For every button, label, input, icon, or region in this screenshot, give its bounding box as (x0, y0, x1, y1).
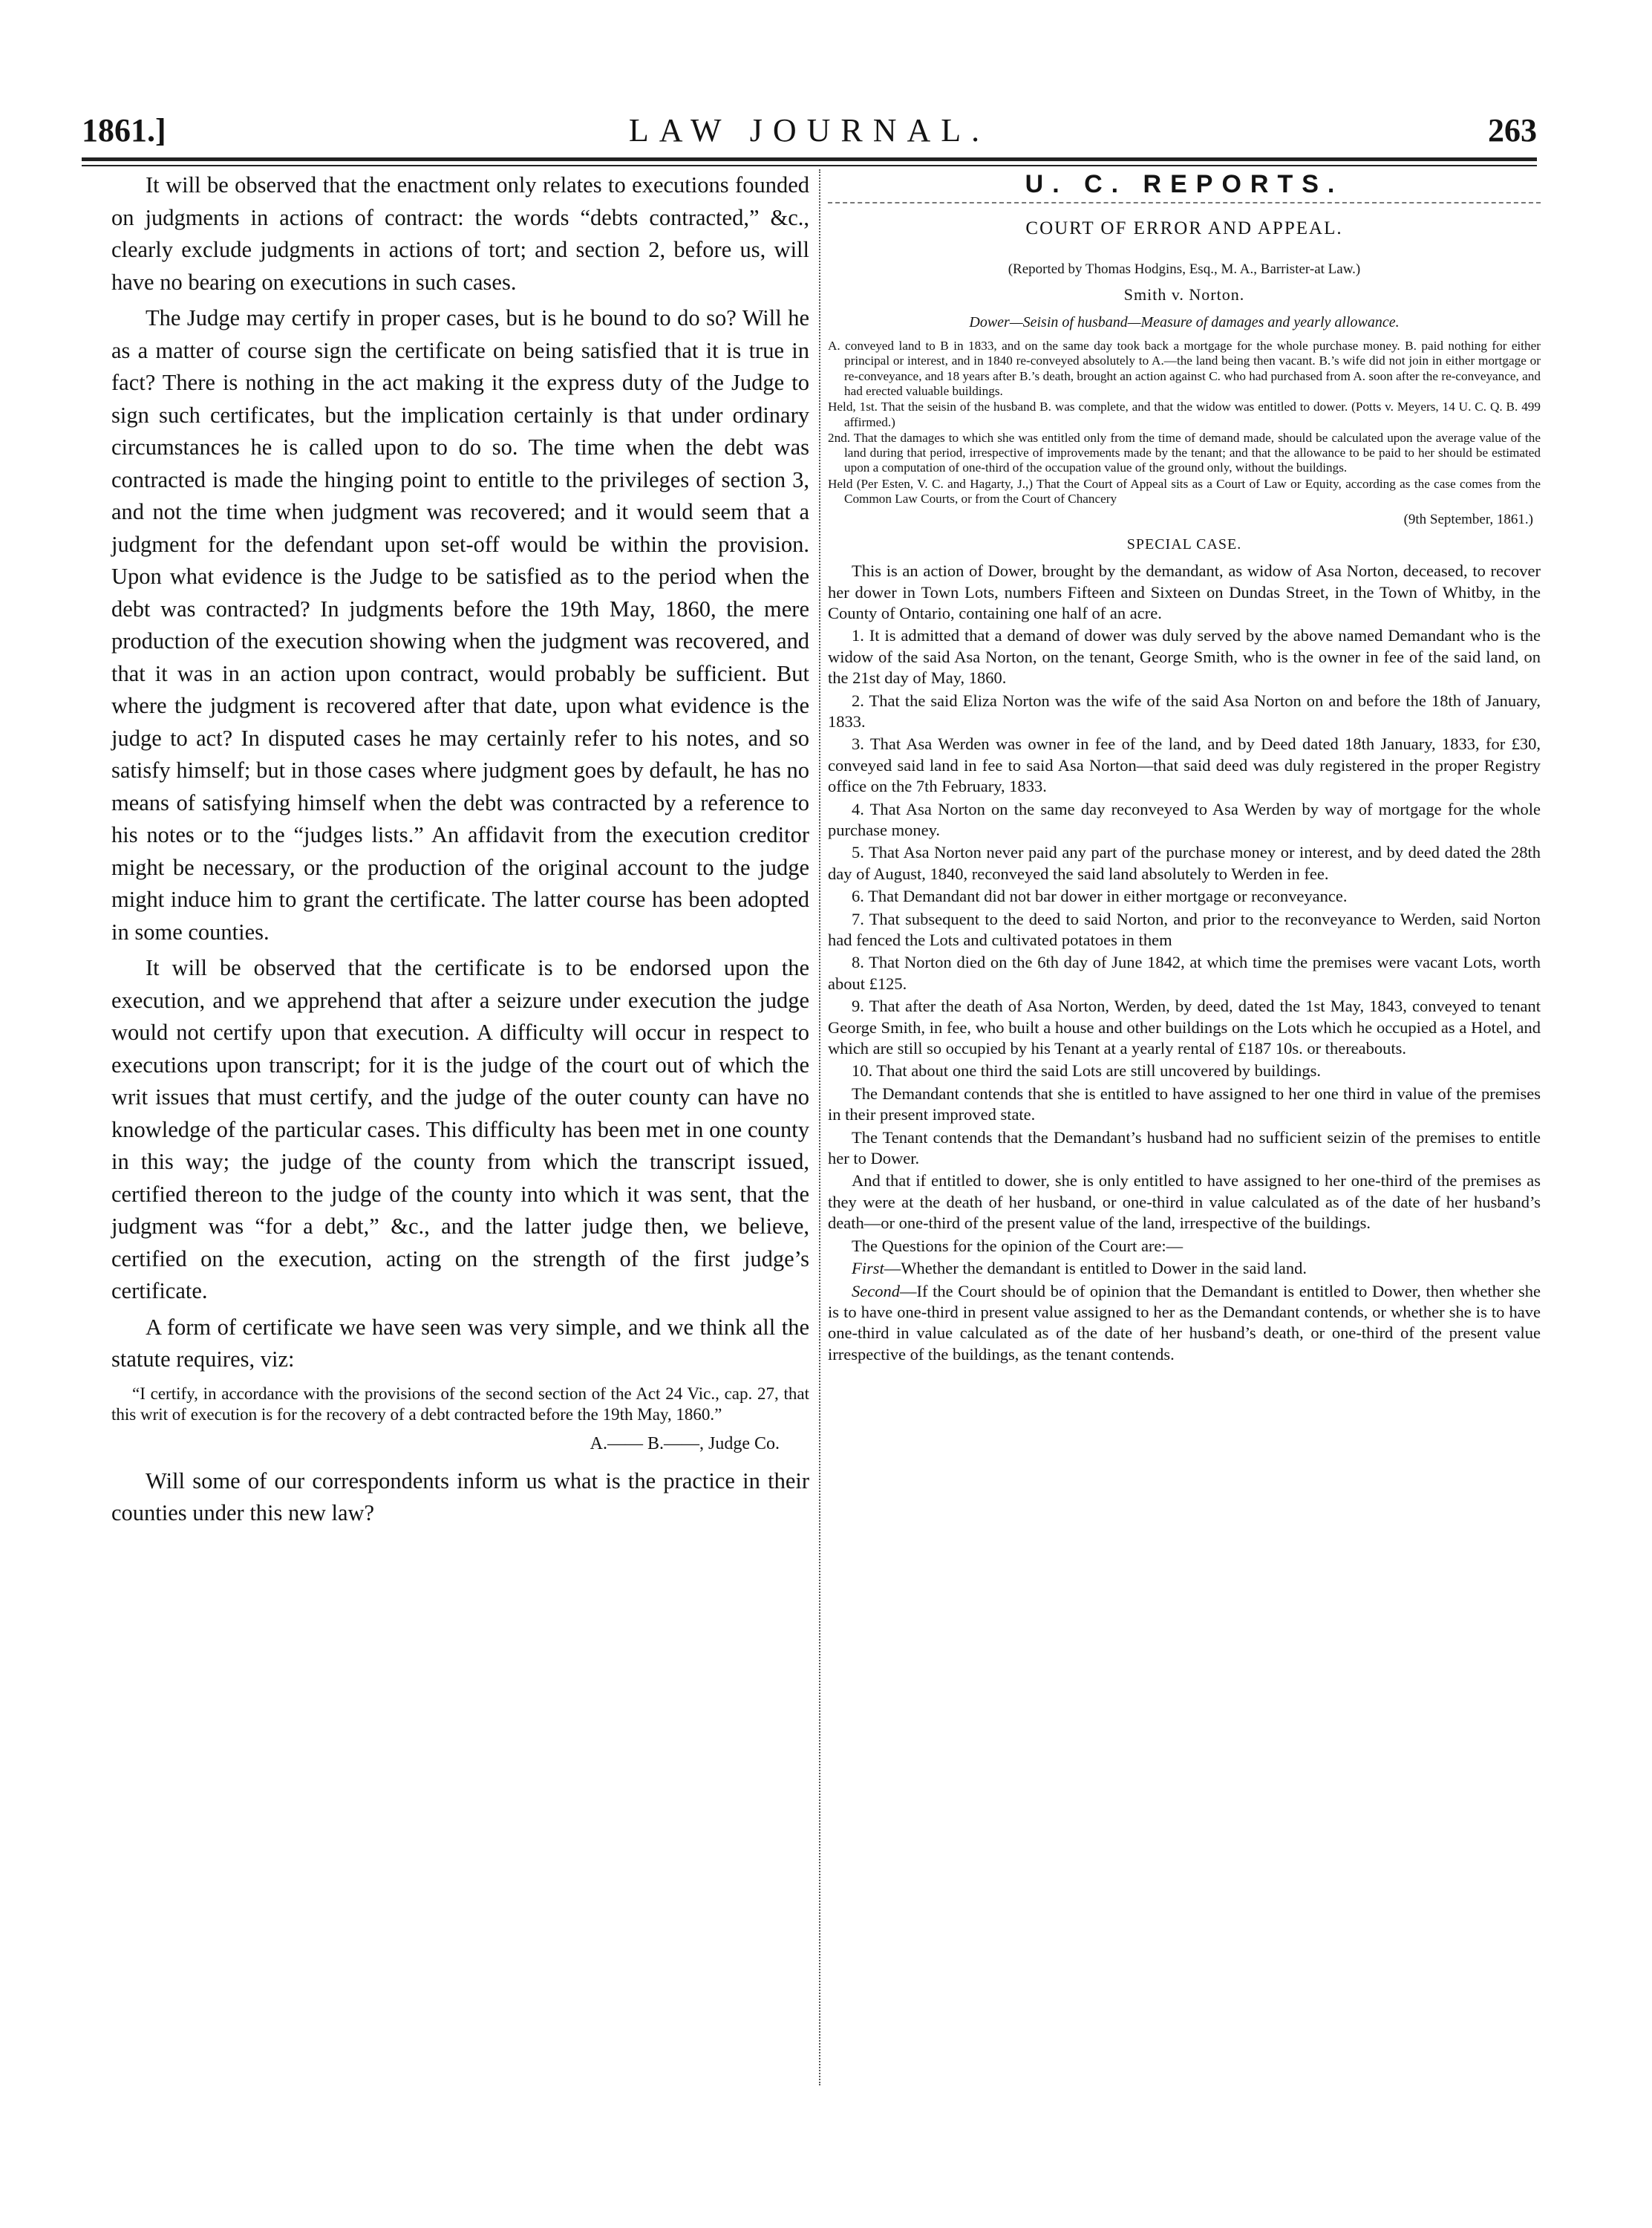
headnote-topic: Dower—Seisin of husband—Measure of damages and yearly allowance. (969, 313, 1400, 330)
header-year: 1861.] (82, 112, 166, 149)
page-number: 263 (1488, 112, 1537, 149)
right-column (828, 169, 1541, 1367)
case-paragraph: 5. That Asa Norton never paid any part of the purchase money or interest, and by deed dated the 28th day of August, 1840, reconveyed the said land absolutely to Werden in fee. (828, 843, 1541, 883)
left-column (111, 169, 809, 1534)
reporter-credit: (Reported by Thomas Hodgins, Esq., M. A., Barrister-at Law.) (1008, 261, 1361, 277)
case-paragraph: This is an action of Dower, brought by the demandant, as widow of Asa Norton, deceased, to recover her dower in Town Lots, numbers Fifteen and Sixteen on Dundas Street, in the Town of Whitby, in the County of Ontario, containing one half of an acre. (828, 561, 1541, 622)
body-paragraph: The Judge may certify in proper cases, but is he bound to do so? Will he as a matter of course sign the certificate on being satisfied that it is true in fact? There is nothing in the act making it the express duty of the Judge to sign such certificates, but the implication certainly is that under ordinary circumstances he is called upon to do so. The time when the debt was contracted is made the hinging point to entitle to the privileges of section 3, and not the time when judgment was recovered; and it would seem that a judgment for the defendant upon set-off would be within the provision. Upon what evidence is the Judge to be satisfied as to the period when the debt was contracted? In judgments before the 19th May, 1860, the mere production of the execution showing when the judgment was recovered, and that it was in an action upon contract, would probably be sufficient. But where the judgment is recovered after that date, upon what evidence is the judge to act? In disputed cases he may certainly refer to his notes, and so satisfy himself; but in those cases where judgment goes by default, he has no means of satisfying himself when the debt was contracted by a reference to his notes or to the “judges lists.” An affidavit from the execution creditor might be necessary, or the production of the original account to the judge might induce him to grant the certificate. The latter course has been adopted in some counties. (111, 305, 809, 945)
section-title: U. C. REPORTS. (1025, 170, 1344, 198)
headnote: A. conveyed land to B in 1833, and on the same day took back a mortgage for the whole purchase money. B. paid nothing for either principal or interest, and in 1840 re-conveyed absolutely to A.—the land being then vacant. B.’s wife did not join in either mortgage or re-conveyance, and 18 years after B.’s death, brought an action against C. who had purchased from A. soon after the re-conveyance, and had erected valuable buildings. (828, 339, 1541, 398)
body-paragraph: A form of certificate we have seen was very simple, and we think all the statute requires, viz: (111, 1314, 809, 1372)
case-paragraph: 8. That Norton died on the 6th day of June 1842, at which time the premises were vacant Lots, worth about £125. (828, 953, 1541, 993)
closing-paragraph: Will some of our correspondents inform us what is the practice in their counties under this new law? (111, 1468, 809, 1525)
question-second-label: Second (852, 1281, 900, 1300)
case-paragraph: 9. That after the death of Asa Norton, Werden, by deed, dated the 1st May, 1843, conveyed to tenant George Smith, in fee, who built a house and other buildings on the Lots which he occupied as a Hotel, and which are still so occupied by his Tenant at a yearly rental of £187 10s. or thereabouts. (828, 997, 1541, 1058)
journal-title: LAW JOURNAL. (628, 112, 990, 149)
decision-date: (9th September, 1861.) (1403, 512, 1533, 528)
case-paragraph: The Tenant contends that the Demandant’s husband had no sufficient seizin of the premises to entitle her to Dower. (828, 1127, 1541, 1168)
body-paragraph: It will be observed that the certificate is to be endorsed upon the execution, and we apprehend that after a seizure under execution the judge would not certify upon that execution. A difficulty will occur in respect to executions upon transcript; for it is the judge of the court out of which the writ issues that must certify, and the judge of the outer county can have no knowledge of the particular cases. This difficulty has been met in one county in this way; the judge of the county from which the transcript issued, certified thereon to the judge of the county into which it was sent, that the judgment was “for a debt,” &c., and the latter judge then, we believe, certified on the execution, acting on the strength of the first judge’s certificate. (111, 955, 809, 1303)
case-paragraph: 6. That Demandant did not bar dower in either mortgage or reconveyance. (852, 887, 1348, 906)
case-name: Smith v. Norton. (1123, 285, 1245, 304)
headnote: Held, 1st. That the seisin of the husband B. was complete, and that the widow was entitled to dower. (Potts v. Meyers, 14 U. C. Q. B. 499 affirmed.) (828, 400, 1541, 429)
case-paragraph: 7. That subsequent to the deed to said Norton, and prior to the reconveyance to Werden, said Norton had fenced the Lots and cultivated potatoes in them (828, 909, 1541, 950)
case-paragraph: 3. That Asa Werden was owner in fee of the land, and by Deed dated 18th January, 1833, for £30, conveyed said land in fee to said Asa Norton—that said deed was duly registered in the proper Registry office on the 7th February, 1833. (828, 734, 1541, 796)
certificate-quote: “I certify, in accordance with the provisions of the second section of the Act 24 Vic., cap. 27, that this writ of execution is for the recovery of a debt contracted before the 19th May, 1860.” (111, 1384, 809, 1424)
headnote: 2nd. That the damages to which she was entitled only from the time of demand made, should be calculated upon the average value of the land during that period, irrespective of improvements made by the tenant; and that the allowance to be paid to her should be estimated upon a computation of one-third of the occupation value of the ground only, without the buildings. (828, 430, 1541, 475)
section-rule (828, 202, 1541, 203)
question-first (828, 1258, 1541, 1279)
question-second (828, 1281, 1541, 1366)
case-paragraph: 10. That about one third the said Lots are still uncovered by buildings. (852, 1061, 1321, 1081)
case-paragraph: 1. It is admitted that a demand of dower was duly served by the above named Demandant who is the widow of the said Asa Norton, on the tenant, George Smith, who is the owner in fee of the said land, on the 21st day of May, 1860. (828, 626, 1541, 688)
case-paragraph: 4. That Asa Norton on the same day reconveyed to Asa Werden by way of mortgage for the whole purchase money. (828, 799, 1541, 839)
page-header (82, 111, 1537, 156)
case-paragraph: And that if entitled to dower, she is only entitled to have assigned to her one-third of the premises as they were at the death of her husband, or one-third in value calculated as of the date of her husband’s death—or one-third of the present value of the land, irrespective of the buildings. (828, 1171, 1541, 1233)
court-name: COURT OF ERROR AND APPEAL. (1025, 218, 1343, 239)
column-divider (819, 169, 820, 2085)
question-second-text: —If the Court should be of opinion that the Demandant is entitled to Dower, then whether she is to have one-third in present value assigned to her as the Demandant contends, or whether she is to have one-third in value calculated as of the date of her husband’s death, or one-third of the present value irrespective of the buildings, as the tenant contends. (828, 1281, 1541, 1364)
header-rule-thick (82, 157, 1537, 161)
question-first-label: First (852, 1259, 884, 1278)
question-first-text: —Whether the demandant is entitled to Dower in the said land. (884, 1259, 1307, 1278)
certificate-signature: A.—— B.——, Judge Co. (590, 1433, 780, 1453)
headnote: Held (Per Esten, V. C. and Hagarty, J.,) That the Court of Appeal sits as a Court of Law or Equity, according as the case comes from the Common Law Courts, or from the Court of Chancery (828, 476, 1541, 506)
case-paragraph: 2. That the said Eliza Norton was the wife of the said Asa Norton on and before the 18th of January, 1833. (828, 691, 1541, 731)
header-rule-thin (82, 165, 1537, 166)
case-paragraph: The Demandant contends that she is entitled to have assigned to her one third in value of the premises in their present improved state. (828, 1084, 1541, 1124)
case-paragraph: The Questions for the opinion of the Court are:— (852, 1236, 1184, 1255)
body-paragraph: It will be observed that the enactment only relates to executions founded on judgments in actions of contract: the words “debts contracted,” &c., clearly exclude judgments in actions of tort; and section 2, before us, will have no bearing on executions in such cases. (111, 172, 809, 295)
special-case-heading: SPECIAL CASE. (1126, 535, 1242, 553)
